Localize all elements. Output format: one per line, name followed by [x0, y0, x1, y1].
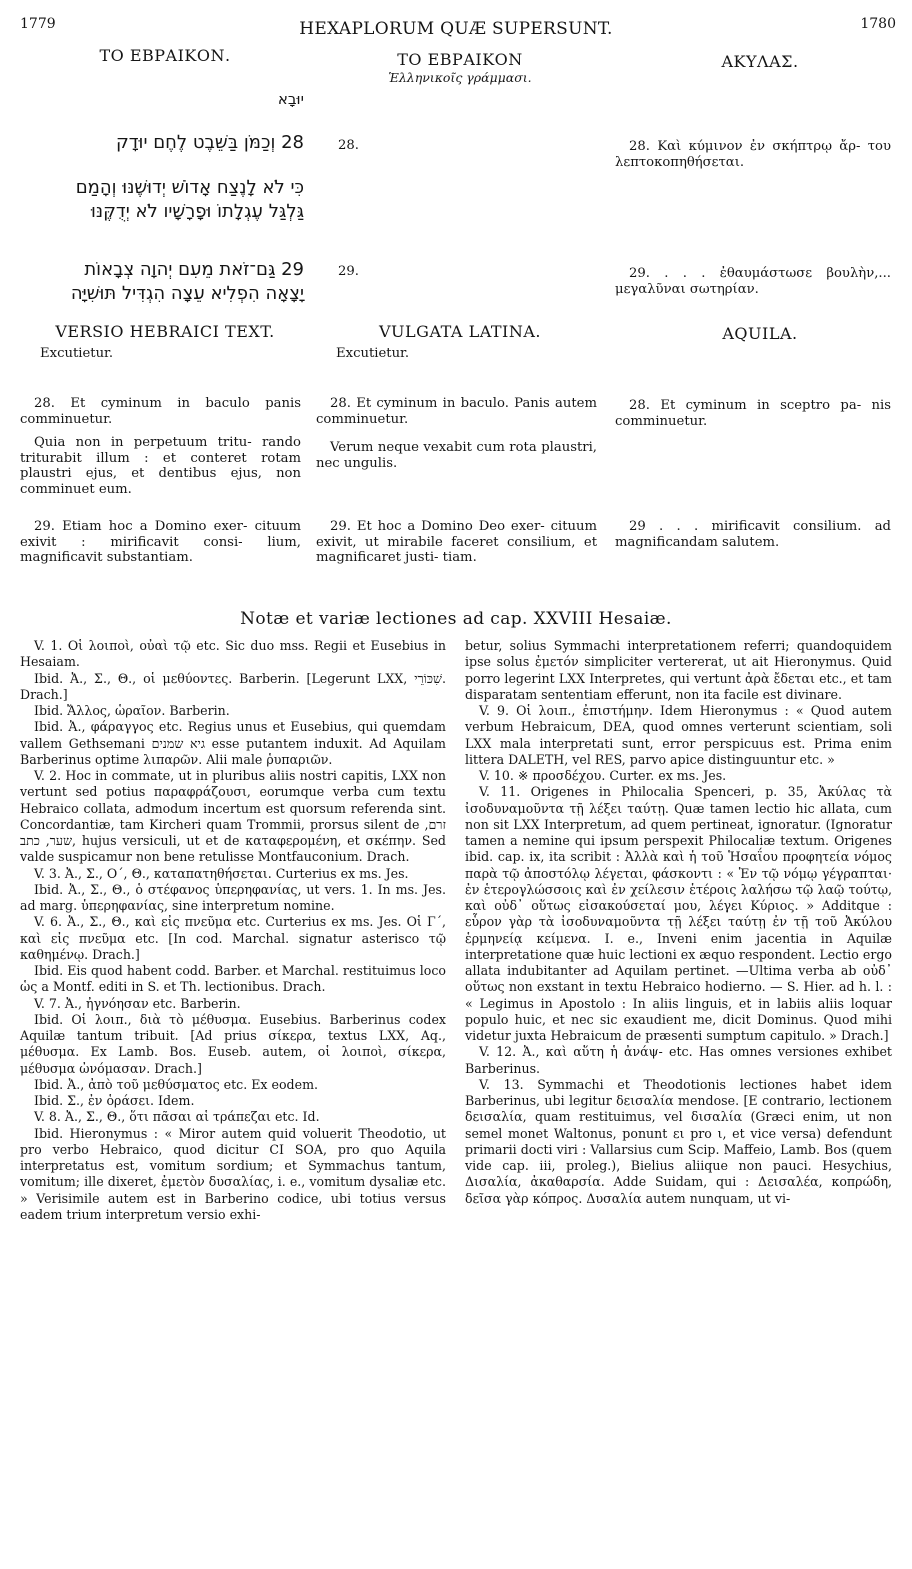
note-v7-horasei: Ibid. Σ., ἐν ὁράσει. Idem. — [34, 1093, 195, 1108]
note-v1-pharangos: Ibid. Ἀ., φάραγγος etc. Regius unus et Eusebius, qui quemdam vallem Gethsemani גיא שמנים esse putantem induxit. Ad Aquilam Barberinus optime λιπαρῶν. Alii male ῥυπαριῶν. — [20, 719, 446, 767]
note-v8: V. 8. Ἀ., Σ., Θ., ὅτι πᾶσαι αἱ τράπεζαι etc. Id. — [34, 1109, 320, 1125]
heading-aquila-greek: ΑΚΥΛΑΣ. — [721, 52, 799, 71]
note-v3: V. 3. Ἀ., Σ., Ο΄, Θ., καταπατηθήσεται. Curterius ex ms. Jes. — [34, 865, 409, 881]
running-title: HEXAPLORUM QUÆ SUPERSUNT. — [299, 19, 613, 39]
hebrew-verse-29-line1: 29 גַּם־זֹאת מֵעִם יְהוָה צְבָאוֹת — [84, 259, 304, 280]
note-v1: V. 1. Οἱ λοιποὶ, οὐαὶ τῷ etc. Sic duo mss. Regii et Eusebius in Hesaiam. — [20, 638, 446, 670]
transliteration-verse-28: 28. — [338, 138, 359, 153]
aquila-latin-verse-29: 29 . . . mirificavit consilium. ad magnificandam salutem. — [615, 519, 891, 550]
left-page-number: 1779 — [20, 16, 56, 32]
note-v2: V. 2. Hoc in commate, ut in pluribus aliis nostri capitis, LXX non vertunt sed potius παραφράζουσι, eorumque verba cum textu Hebraico collata, admodum incertum est quorsum referenda sint. Concordantiæ, tam Kircheri quam Trommii, prorsus silent de זרם, שער, כתב, hujus versiculi, ut et de καταφερομένη, et σκέπην. Sed valde suspicamur non bene retulisse Montfauconium. Drach. — [20, 768, 446, 865]
vulgata-verse-29: 29. Et hoc a Domino Deo exer- cituum exivit, ut mirabile faceret consilium, et magnificaret justi- tiam. — [316, 519, 597, 566]
heading-hebrew-greek-letters: ΤΟ ΕΒΡΑΙΚΟΝ — [397, 50, 523, 69]
heading-hebrew-text: ΤΟ ΕΒΡΑΙΚΟΝ. — [99, 46, 231, 65]
versio-verse-28-continued: Quia non in perpetuum tritu- rando triturabit illum : et conteret rotam plaustri ejus, et dentibus ejus, non comminuet eum. — [20, 435, 301, 497]
note-v1-legerunt: Ibid. Ἀ., Σ., Θ., οἱ μεθύοντες. Barberin. [Legerunt LXX, שִׁכּוֹרֵי. Drach.] — [20, 670, 446, 702]
notes-title: Notæ et variæ lectiones ad cap. XXVIII Hesaiæ. — [240, 609, 672, 629]
note-v6: V. 6. Ἀ., Σ., Θ., καὶ εἰς πνεῦμα etc. Curterius ex ms. Jes. Οἱ Γ΄, καὶ εἰς πνεῦμα etc. [In cod. Marchal. signatur asterisco τῷ καθημένῳ. Drach.] — [20, 914, 446, 962]
transliteration-verse-29: 29. — [338, 264, 359, 279]
aquila-greek-verse-29: 29. . . . ἐθαυμάστωσε βουλὴν,... μεγαλῦναι σωτηρίαν. — [615, 266, 891, 297]
note-v8-hieronymus: Ibid. Hieronymus : « Miror autem quid voluerit Theodotio, ut pro verbo Hebraico, quod dicitur CI SOA, pro quo Aquila interpretatus est, vomitum sordium; et Symmachus tantum, vomitum; ille dixeret, ἐμετὸν δυσαλίας, i. e., vomitum dysaliæ etc. » Verisimile autem est in Barberino codice, ubi totius versus eadem trium interpretum versio exhi- — [20, 1125, 446, 1222]
note-v6-ibid: Ibid. Eis quod habent codd. Barber. et Marchal. restituimus loco ὡς a Montf. editi in S. et Th. lectionibus. Drach. — [20, 963, 446, 995]
notes-right-column — [465, 638, 892, 1207]
note-v7-methysmatos: Ibid. Ἀ., ἀπὸ τοῦ μεθύσματος etc. Ex eodem. — [34, 1076, 319, 1092]
hebrew-verse-29-line2: יָצָאָה הִפְלִיא עֵצָה הִגְדִּיל תּוּשִׁיָּה — [70, 283, 304, 304]
note-v7: V. 7. Ἀ., ἠγνόησαν etc. Barberin. — [34, 995, 241, 1011]
right-page-number: 1780 — [860, 16, 896, 32]
aquila-latin-verse-28: 28. Et cyminum in sceptro pa- nis comminuetur. — [615, 398, 891, 429]
heading-greek-letters-subtitle: Ἑλληνικοῖς γράμμασι. — [388, 70, 532, 85]
note-v3-ibid: Ibid. Ἀ., Σ., Θ., ὁ στέφανος ὑπερηφανίας, ut vers. 1. In ms. Jes. ad marg. ὑπερηφανίας, sine interpretum nomine. — [20, 881, 446, 913]
vulgata-excutietur: Excutietur. — [336, 346, 410, 361]
note-v11: V. 11. Origenes in Philocalia Spenceri, p. 35, Ἀκύλας τὰ ἰσοδυναμοῦντα τῇ λέξει ταύτῃ. Quæ tamen lectio hic allata, cum non sit LXX Interpretum, ad quem pertineat, ignoratur. (Ignoratur tamen a nemine qui ipsum perspexit Philocaliæ textum. Origenes ibid. cap. ix, ita scribit : Ἀλλὰ καὶ ἡ τοῦ Ἡσαΐου προφητεία νόμος παρὰ τῷ ἀποστόλῳ λέγεται, φάσκοντι : « Ἐν τῷ νόμῳ γέγραπται· ἐν ἑτερογλώσσοις καὶ ἐν χείλεσιν ἑτέροις λαλήσω τῷ λαῷ τούτῳ, καὶ οὐδ᾽ οὕτως εἰσακούσεταί μου, λέγει Κύριος. » Additque : εὗρον γὰρ τὰ ἰσοδυναμοῦντα τῇ λέξει ταύτῃ ἐν τῇ τοῦ Ἀκύλου ἑρμηνείᾳ κείμενα. I. e., Inveni enim jacentia in Aquilæ interpretatione quæ huic lectioni ex æquo respondent. Lectio ergo allata indubitanter ad Aquilam pertinet. —Ultima verba ab οὐδ᾽ οὕτως non exstant in textu Hebraico hodierno. — S. Hier. ad h. l. : « Legimus in Apostolo : In aliis linguis, et in labiis aliis loquar populo huic, et nec sic exaudient me, dicit Dominus. Quod mihi videtur juxta Hebraicum de præsenti sumptum capitulo. » Drach.] — [465, 784, 892, 1043]
versio-verse-28: 28. Et cyminum in baculo panis comminuetur. — [20, 396, 301, 427]
versio-verse-29: 29. Etiam hoc a Domino exer- cituum exivit : mirificavit consi- lium, magnificavit substantiam. — [20, 519, 301, 566]
hebrew-verse-28-line3: גַּלְגַּל עֶגְלָתוֹ וּפָרָשָׁיו לֹא יְדֻקֶּנּוּ — [91, 201, 304, 222]
aquila-greek-verse-28: 28. Καὶ κύμινον ἐν σκήπτρῳ ἄρ- του λεπτοκοπηθήσεται. — [615, 139, 891, 170]
note-v10: V. 10. ※ προσδέχου. Curter. ex ms. Jes. — [479, 768, 727, 783]
note-v12: V. 12. Ἀ., καὶ αὕτη ἡ ἀνάψ- etc. Has omnes versiones exhibet Barberinus. — [465, 1044, 892, 1076]
note-v1-allos: Ibid. Ἄλλος, ὡραῖον. Barberin. — [34, 703, 230, 718]
note-v7-loipoi: Ibid. Οἱ λοιπ., διὰ τὸ μέθυσμα. Eusebius. Barberinus codex Aquilæ tantum tribuit. [Ad prius σίκερα, textus LXX, Aq., μέθυσμα. Ex Lamb. Bos. Euseb. autem, οἱ λοιποὶ, σίκερα, μέθυσμα ὠνόμασαν. Drach.] — [20, 1011, 446, 1076]
note-v13: V. 13. Symmachi et Theodotionis lectiones habet idem Barberinus, ubi legitur δεισαλία mendose. [E contrario, lectionem δεισαλία, quam restituimus, vel δισαλία (Græci enim, ut non semel monet Waltonus, ponunt ει pro ι, et vice versa) defendunt primarii docti viri : Vallarsius cum Scip. Maffeio, Lamb. Bos (quem vide cap. iii, proleg.), Bielius aliique non pauci. Hesychius, Δισαλία, ἀκαθαρσία. Adde Suidam, qui : Δεισαλέα, κοπρώδη, δεῖσα γὰρ κόπρος. Δυσαλία autem nunquam, ut vi- — [465, 1076, 892, 1206]
vulgata-verse-28: 28. Et cyminum in baculo. Panis autem comminuetur. — [316, 396, 597, 427]
hebrew-heading-word: יוּבָא — [277, 90, 304, 108]
versio-excutietur: Excutietur. — [40, 346, 114, 361]
vulgata-verse-28-continued: Verum neque vexabit cum rota plaustri, nec ungulis. — [316, 440, 597, 471]
hebrew-verse-28-line2: כִּי לֹא לָנֶצַח אָדוֹשׁ יְדוּשֶׁנּוּ וְהָמַם — [75, 177, 304, 198]
heading-aquila-latin: AQUILA. — [722, 324, 798, 343]
note-v9: V. 9. Οἱ λοιπ., ἐπιστήμην. Idem Hieronymus : « Quod autem verbum Hebraicum, DEA, quod omnes verterunt scientiam, soli LXX mala interpretati sunt, error perspicuus est. Prima enim littera DALETH, vel RES, parvo apice distinguuntur etc. » — [465, 703, 892, 767]
hebrew-verse-28-line1: 28 וְכַמֹּן בַּשֵּׁבֶט לֶחֶם יוּדָק — [115, 132, 304, 153]
heading-versio-hebraici: VERSIO HEBRAICI TEXT. — [55, 322, 275, 341]
note-v8-continued: betur, solius Symmachi interpretationem referri; quandoquidem ipse solus ἐμετόν simpliciter vertererat, ut ait Hieronymus. Quid porro legerint LXX Interpretes, qui vertunt ἀρὰ ἔδεται etc., et tam disparatam sententiam efferunt, non ita facile est divinare. — [465, 638, 892, 702]
heading-vulgata-latina: VULGATA LATINA. — [379, 322, 541, 341]
notes-left-column — [20, 638, 446, 1223]
